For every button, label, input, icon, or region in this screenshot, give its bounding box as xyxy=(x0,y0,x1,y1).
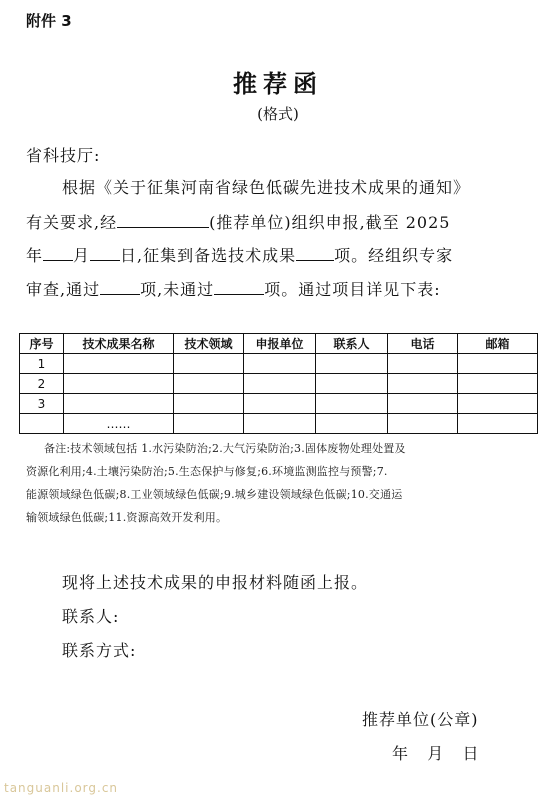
page-subtitle: (格式) xyxy=(257,105,299,123)
day-label: 日,征集到备选技术成果 xyxy=(120,246,297,265)
blank-day xyxy=(90,246,120,261)
year-label: 年 xyxy=(26,246,44,265)
table-cell xyxy=(174,394,244,414)
table-cell xyxy=(458,394,538,414)
body-line-4-mid: 项,未通过 xyxy=(140,280,215,299)
contact-person-label: 联系人: xyxy=(62,607,120,626)
blank-recommending-unit xyxy=(117,213,209,228)
col-header-contact: 联系人 xyxy=(316,334,388,354)
date-line: 年 月 日 xyxy=(392,744,480,763)
table-cell xyxy=(316,374,388,394)
note-line-3: 能源领域绿色低碳;8.工业领域绿色低碳;9.城乡建设领域绿色低碳;10.交通运 xyxy=(26,488,403,501)
table-cell xyxy=(244,414,316,434)
table-cell xyxy=(174,374,244,394)
table-cell xyxy=(388,414,458,434)
table-cell xyxy=(64,394,174,414)
table-cell xyxy=(20,414,64,434)
col-header-unit: 申报单位 xyxy=(244,334,316,354)
table-cell xyxy=(458,354,538,374)
body-line-4-end: 项。通过项目详见下表: xyxy=(264,280,441,299)
table-cell xyxy=(64,374,174,394)
body-line-2-start: 有关要求,经 xyxy=(26,213,118,232)
table-cell: 3 xyxy=(20,394,64,414)
note-line-4: 输领域绿色低碳;11.资源高效开发利用。 xyxy=(26,511,228,524)
table-row xyxy=(20,394,538,414)
blank-failed-count xyxy=(214,280,264,295)
table-row xyxy=(20,374,538,394)
table-cell xyxy=(174,414,244,434)
col-header-email: 邮箱 xyxy=(458,334,538,354)
closing-statement: 现将上述技术成果的申报材料随函上报。 xyxy=(62,573,369,592)
blank-passed-count xyxy=(100,280,140,295)
table-cell xyxy=(458,374,538,394)
body-line-1: 根据《关于征集河南省绿色低碳先进技术成果的通知》 xyxy=(62,178,471,197)
table-row xyxy=(20,354,538,374)
table-row xyxy=(20,414,538,434)
salutation: 省科技厅: xyxy=(26,146,101,165)
contact-method-label: 联系方式: xyxy=(62,641,137,660)
body-line-4 xyxy=(26,277,441,300)
table-cell: …… xyxy=(64,414,174,434)
body-line-3-end: 项。经组织专家 xyxy=(334,246,454,265)
table-cell xyxy=(388,394,458,414)
table-cell xyxy=(244,394,316,414)
table-cell xyxy=(244,374,316,394)
table-cell xyxy=(388,374,458,394)
month-label: 月 xyxy=(73,246,91,265)
body-line-2 xyxy=(26,210,450,233)
table-cell xyxy=(388,354,458,374)
col-header-name: 技术成果名称 xyxy=(64,334,174,354)
note-line-2: 资源化利用;4.土壤污染防治;5.生态保护与修复;6.环境监测监控与预警;7. xyxy=(26,465,388,478)
body-line-3 xyxy=(26,243,453,266)
table-cell: 2 xyxy=(20,374,64,394)
blank-month xyxy=(43,246,73,261)
page-title: 推荐函 xyxy=(233,70,323,98)
table-cell xyxy=(174,354,244,374)
table-cell: 1 xyxy=(20,354,64,374)
attachment-label: 附件 3 xyxy=(26,12,72,30)
table-cell xyxy=(316,414,388,434)
col-header-index: 序号 xyxy=(20,334,64,354)
table-cell xyxy=(458,414,538,434)
body-line-4-start: 审查,通过 xyxy=(26,280,101,299)
col-header-field: 技术领域 xyxy=(174,334,244,354)
table-cell xyxy=(316,394,388,414)
blank-candidate-count xyxy=(296,246,334,261)
table-cell xyxy=(244,354,316,374)
table-cell xyxy=(64,354,174,374)
table-header-row xyxy=(20,334,538,354)
table-cell xyxy=(316,354,388,374)
body-line-2-end: (推荐单位)组织申报,截至 2025 xyxy=(209,213,451,232)
note-line-1: 备注:技术领域包括 1.水污染防治;2.大气污染防治;3.固体废物处理处置及 xyxy=(44,442,406,455)
approved-projects-table xyxy=(19,333,538,434)
col-header-phone: 电话 xyxy=(388,334,458,354)
signature-line: 推荐单位(公章) xyxy=(362,710,479,729)
watermark: tanguanli.org.cn xyxy=(4,781,119,795)
